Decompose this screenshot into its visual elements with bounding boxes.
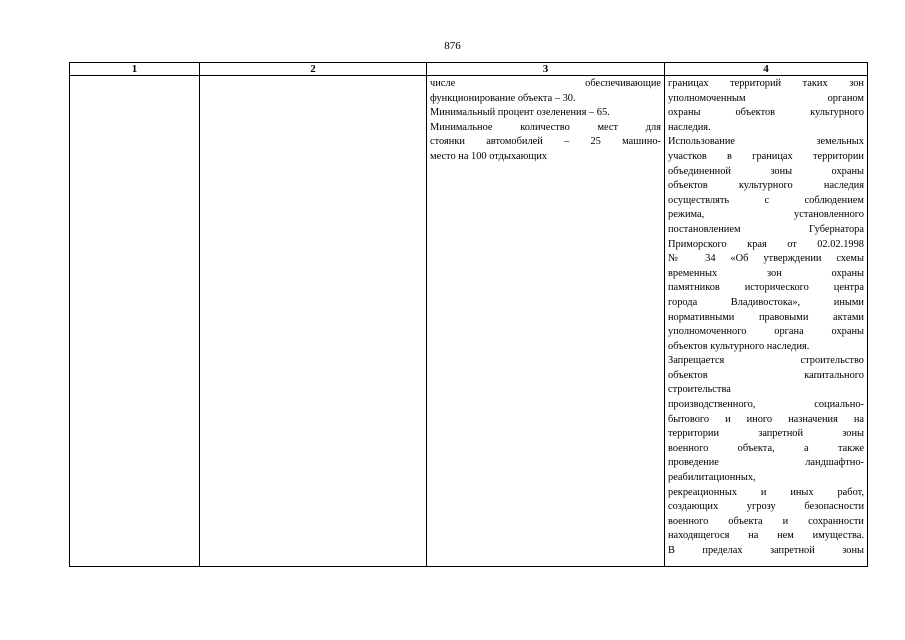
text-line: находящегося на нем имущества.: [668, 530, 864, 542]
text-line: осуществлять с соблюдением: [668, 194, 864, 206]
cell-column-1-text: [70, 76, 199, 566]
column-header-4: 4: [665, 63, 868, 76]
text-line: № 34 «Об утверждении схемы: [668, 253, 864, 265]
text-line: рекреационных и иных работ,: [668, 486, 864, 498]
text-line: объектов культурного наследия.: [668, 340, 810, 352]
text-line: проведение ландшафтно-: [668, 457, 864, 469]
text-line: постановлением Губернатора: [668, 223, 864, 235]
text-line: производственного, социально-: [668, 399, 864, 411]
text-line: строительства: [668, 384, 731, 396]
text-line: Использование земельных: [668, 136, 864, 148]
text-line: объектов капитального: [668, 369, 864, 381]
text-line: стоянки автомобилей – 25 машино-: [430, 136, 661, 148]
text-line: территории запретной зоны: [668, 428, 864, 440]
text-line: создающих угрозу безопасности: [668, 501, 864, 513]
text-line: Минимальное количество мест для: [430, 121, 661, 133]
text-line: уполномоченным органом: [668, 92, 864, 104]
text-line: памятников исторического центра: [668, 282, 864, 294]
cell-column-1: [70, 76, 200, 567]
text-line: объектов культурного наследия: [668, 180, 864, 192]
text-line: военного объекта и сохранности: [668, 515, 864, 527]
text-line: охраны объектов культурного: [668, 107, 864, 119]
text-line: границах территорий таких зон: [668, 78, 864, 89]
text-line: режима, установленного: [668, 209, 864, 221]
cell-column-2: [200, 76, 427, 567]
text-line: Приморского края от 02.02.1998: [668, 238, 864, 250]
text-line: числе обеспечивающие: [430, 78, 661, 89]
text-line: участков в границах территории: [668, 150, 864, 162]
table-header-row: [70, 63, 868, 76]
cell-column-4-text: [665, 76, 867, 566]
text-line: место на 100 отдыхающих: [430, 150, 548, 162]
document-table: [69, 62, 868, 567]
text-line: Минимальный процент озеленения – 65.: [430, 107, 610, 119]
text-line: нормативными правовыми актами: [668, 311, 864, 323]
text-line: временных зон охраны: [668, 267, 864, 279]
text-line: функционирование объекта – 30.: [430, 92, 576, 104]
text-line: военного объекта, а также: [668, 442, 864, 454]
text-line: города Владивостока», иными: [668, 296, 864, 308]
text-line: уполномоченного органа охраны: [668, 326, 864, 338]
text-line: бытового и иного назначения на: [668, 413, 864, 425]
column-header-1: 1: [70, 63, 200, 76]
text-line: Запрещается строительство: [668, 355, 864, 367]
text-line: наследия.: [668, 121, 711, 133]
cell-column-3-text: [427, 76, 664, 566]
column-header-2: 2: [200, 63, 427, 76]
column-header-3: 3: [427, 63, 665, 76]
table-row: [70, 76, 868, 567]
cell-column-3: [427, 76, 665, 567]
text-line: объединенной зоны охраны: [668, 165, 864, 177]
text-line: реабилитационных,: [668, 472, 756, 484]
cell-column-2-text: [200, 76, 426, 566]
text-line: В пределах запретной зоны: [668, 545, 864, 556]
cell-column-4: [665, 76, 868, 567]
page-number: 876: [444, 40, 461, 52]
